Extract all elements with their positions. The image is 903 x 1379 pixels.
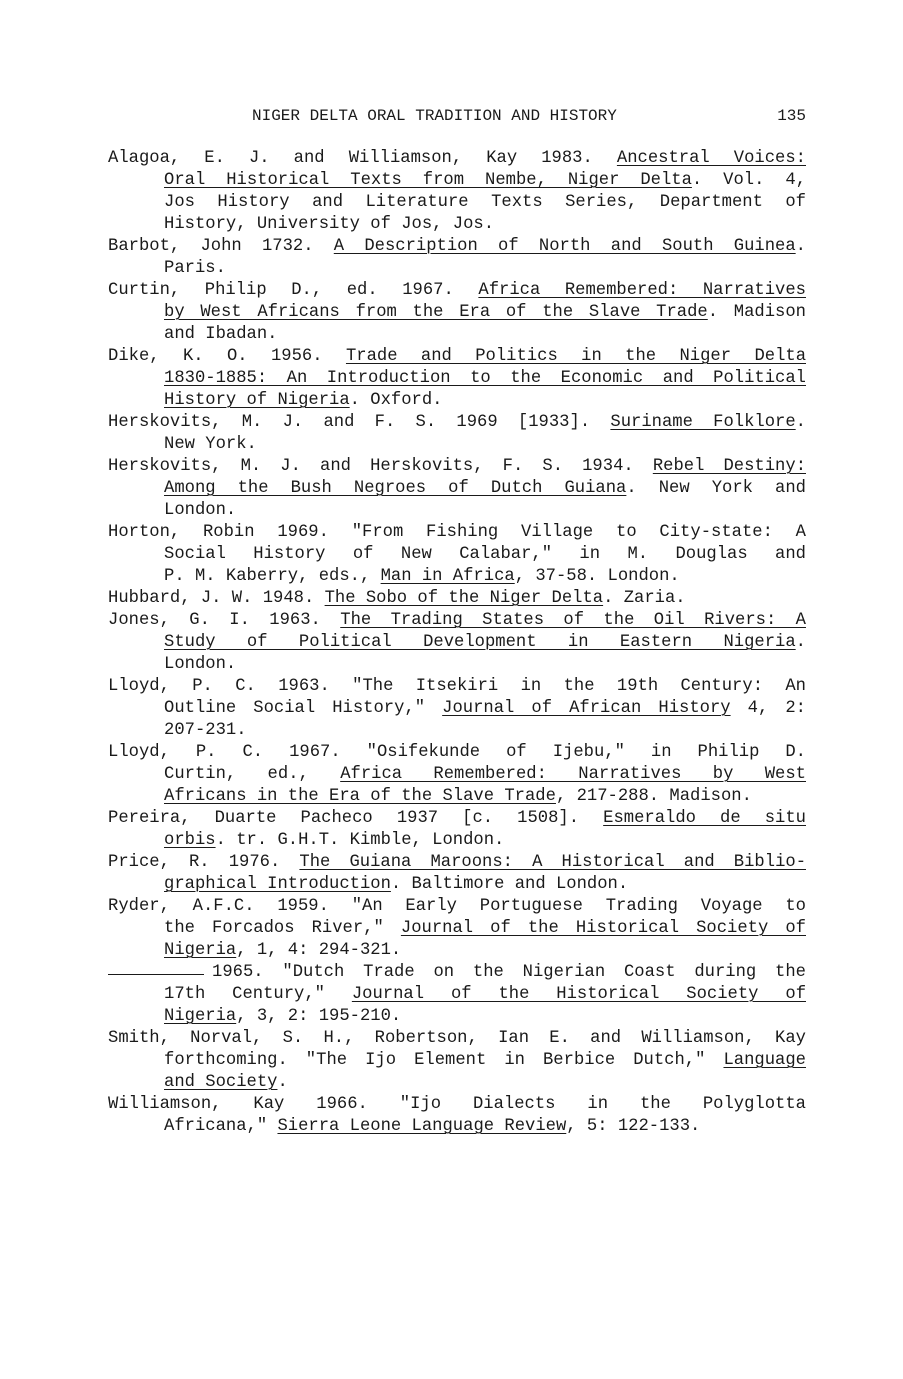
text-segment: Alagoa, E. J. and Williamson, Kay 1983.: [108, 149, 617, 168]
text-segment: Dike, K. O. 1956.: [108, 347, 346, 366]
entry-line: [108, 852, 806, 874]
entry-line: [108, 830, 806, 852]
text-segment: , 217-288. Madison.: [555, 787, 752, 806]
title-segment: Journal of the Historical Society of: [400, 919, 806, 938]
text-segment: New York.: [164, 435, 257, 454]
text-segment: .: [795, 413, 806, 432]
bibliography-entry: [108, 808, 806, 852]
text-segment: . Vol. 4,: [691, 171, 806, 190]
title-segment: Africa Remembered: Narratives by West: [340, 765, 806, 784]
text-segment: . Baltimore and London.: [390, 875, 629, 894]
text-segment: . Madison: [707, 303, 806, 322]
text-segment: Africana,": [164, 1117, 278, 1136]
entry-line: [108, 742, 806, 764]
title-segment: Trade and Politics in the Niger Delta: [345, 347, 806, 366]
text-segment: Outline Social History,": [164, 699, 443, 718]
text-segment: Herskovits, M. J. and Herskovits, F. S. 1934.: [108, 457, 653, 476]
bibliography-entry: [108, 522, 806, 588]
title-segment: Sierra Leone Language Review: [277, 1117, 567, 1136]
entry-line: [108, 412, 806, 434]
text-segment: 4, 2:: [730, 699, 806, 718]
title-segment: Nigeria: [164, 1007, 237, 1026]
text-segment: Curtin, Philip D., ed. 1967.: [108, 281, 479, 300]
entry-line: [108, 1094, 806, 1116]
entry-line: [108, 170, 806, 192]
bibliography-entry: [108, 610, 806, 676]
entry-line: [108, 808, 806, 830]
bibliography-entry: [108, 280, 806, 346]
entry-line: [108, 500, 806, 522]
text-segment: Lloyd, P. C. 1963. "The Itsekiri in the 19th Century: An: [108, 677, 806, 696]
text-segment: .: [795, 237, 806, 256]
text-segment: . tr. G.H.T. Kimble, London.: [215, 831, 505, 850]
text-segment: .: [277, 1073, 288, 1092]
text-segment: . New York and: [626, 479, 806, 498]
text-segment: forthcoming. "The Ijo Element in Berbice Dutch,": [164, 1051, 724, 1070]
entry-line: [108, 588, 806, 610]
title-segment: and Society: [164, 1073, 278, 1092]
bibliography-entry: [108, 456, 806, 522]
entry-line: [108, 236, 806, 258]
text-segment: London.: [164, 501, 237, 520]
entry-line: [108, 698, 806, 720]
bibliography-entry: [108, 1094, 806, 1138]
text-segment: 17th Century,": [164, 985, 352, 1004]
bibliography-entry: [108, 962, 806, 1028]
entry-line: [108, 632, 806, 654]
title-segment: Journal of the Historical Society of: [351, 985, 806, 1004]
bibliography-entry: [108, 852, 806, 896]
text-segment: Paris.: [164, 259, 226, 278]
text-segment: the Forcados River,": [164, 919, 401, 938]
title-segment: orbis: [164, 831, 216, 850]
entry-line: [108, 962, 806, 984]
entry-line: [108, 148, 806, 170]
bibliography-entry: [108, 148, 806, 236]
text-segment: Barbot, John 1732.: [108, 237, 334, 256]
entry-line: [108, 720, 806, 742]
text-segment: Ryder, A.F.C. 1959. "An Early Portuguese Trading Voyage to: [108, 897, 806, 916]
entry-line: [108, 390, 806, 412]
text-segment: 207-231.: [164, 721, 247, 740]
text-segment: Curtin, ed.,: [164, 765, 341, 784]
entry-line: [108, 566, 806, 588]
text-segment: Williamson, Kay 1966. "Ijo Dialects in the Polyglotta: [108, 1095, 806, 1114]
entry-line: [108, 324, 806, 346]
entry-line: [108, 1028, 806, 1050]
entry-line: [108, 522, 806, 544]
entry-line: [108, 368, 806, 390]
bibliography-entry: [108, 676, 806, 742]
entry-line: [108, 456, 806, 478]
title-segment: Language: [723, 1051, 806, 1070]
entry-line: [108, 280, 806, 302]
text-segment: Jones, G. I. 1963.: [108, 611, 341, 630]
title-segment: Rebel Destiny:: [652, 457, 806, 476]
text-segment: Jos History and Literature Texts Series, Department of: [164, 193, 806, 212]
title-segment: The Sobo of the Niger Delta: [324, 589, 604, 608]
entry-line: [108, 434, 806, 456]
entry-line: [108, 258, 806, 280]
text-segment: , 1, 4: 294-321.: [236, 941, 402, 960]
entry-line: [108, 346, 806, 368]
title-segment: Suriname Folklore: [610, 413, 796, 432]
title-segment: Esmeraldo de situ: [603, 809, 806, 828]
entry-line: [108, 610, 806, 632]
bibliography-entry: [108, 1028, 806, 1094]
bibliography-entry: [108, 588, 806, 610]
entry-line: [108, 786, 806, 808]
text-segment: 1965. "Dutch Trade on the Nigerian Coast during the: [212, 963, 806, 982]
repeat-author-rule: [108, 962, 204, 975]
entry-line: [108, 984, 806, 1006]
text-segment: , 5: 122-133.: [566, 1117, 701, 1136]
text-segment: . Zaria.: [603, 589, 686, 608]
entry-line: [108, 302, 806, 324]
title-segment: A Description of North and South Guinea: [333, 237, 796, 256]
title-segment: Journal of African History: [442, 699, 731, 718]
text-segment: Smith, Norval, S. H., Robertson, Ian E. and Williamson, Kay: [108, 1029, 806, 1048]
entry-line: [108, 764, 806, 786]
entry-line: [108, 1116, 806, 1138]
title-segment: Africans in the Era of the Slave Trade: [164, 787, 556, 806]
bibliography-list: [108, 148, 806, 1138]
title-segment: Man in Africa: [380, 567, 515, 586]
title-segment: Oral Historical Texts from Nembe, Niger Delta: [164, 171, 692, 190]
text-segment: Social History of New Calabar," in M. Douglas and: [164, 545, 806, 564]
entry-line: [108, 1050, 806, 1072]
page-header: [108, 104, 806, 128]
text-segment: London.: [164, 655, 237, 674]
title-segment: The Guiana Maroons: A Historical and Biblio-: [299, 853, 806, 872]
entry-line: [108, 544, 806, 566]
entry-line: [108, 478, 806, 500]
text-segment: , 3, 2: 195-210.: [236, 1007, 402, 1026]
text-segment: Horton, Robin 1969. "From Fishing Village to City-state: A: [108, 523, 806, 542]
title-segment: Ancestral Voices:: [616, 149, 806, 168]
text-segment: , 37-58. London.: [514, 567, 680, 586]
entry-line: [108, 874, 806, 896]
entry-line: [108, 676, 806, 698]
text-segment: Lloyd, P. C. 1967. "Osifekunde of Ijebu," in Philip D.: [108, 743, 806, 762]
text-segment: and Ibadan.: [164, 325, 278, 344]
text-segment: . Oxford.: [349, 391, 443, 410]
entry-line: [108, 1072, 806, 1094]
bibliography-entry: [108, 742, 806, 808]
entry-line: [108, 192, 806, 214]
title-segment: Africa Remembered: Narratives: [478, 281, 806, 300]
bibliography-entry: [108, 236, 806, 280]
text-segment: Herskovits, M. J. and F. S. 1969 [1933].: [108, 413, 611, 432]
title-segment: by West Africans from the Era of the Slave Trade: [164, 303, 708, 322]
entry-line: [108, 918, 806, 940]
page-number: 135: [777, 107, 806, 125]
entry-line: [108, 654, 806, 676]
title-segment: Nigeria: [164, 941, 237, 960]
text-segment: History, University of Jos, Jos.: [164, 215, 495, 234]
title-segment: 1830-1885: An Introduction to the Economic and Political: [164, 369, 806, 388]
text-segment: P. M. Kaberry, eds.,: [164, 567, 381, 586]
bibliography-entry: [108, 896, 806, 962]
entry-line: [108, 1006, 806, 1028]
title-segment: graphical Introduction: [164, 875, 391, 894]
title-segment: The Trading States of the Oil Rivers: A: [340, 611, 806, 630]
text-segment: Hubbard, J. W. 1948.: [108, 589, 325, 608]
text-segment: Pereira, Duarte Pacheco 1937 [c. 1508].: [108, 809, 604, 828]
title-segment: Among the Bush Negroes of Dutch Guiana: [164, 479, 627, 498]
text-segment: .: [795, 633, 806, 652]
running-title: NIGER DELTA ORAL TRADITION AND HISTORY: [252, 107, 617, 125]
bibliography-entry: [108, 346, 806, 412]
bibliography-entry: [108, 412, 806, 456]
entry-line: [108, 896, 806, 918]
entry-line: [108, 940, 806, 962]
title-segment: History of Nigeria: [164, 391, 350, 410]
text-segment: Price, R. 1976.: [108, 853, 300, 872]
title-segment: Study of Political Development in Eastern Nigeria: [164, 633, 796, 652]
entry-line: [108, 214, 806, 236]
